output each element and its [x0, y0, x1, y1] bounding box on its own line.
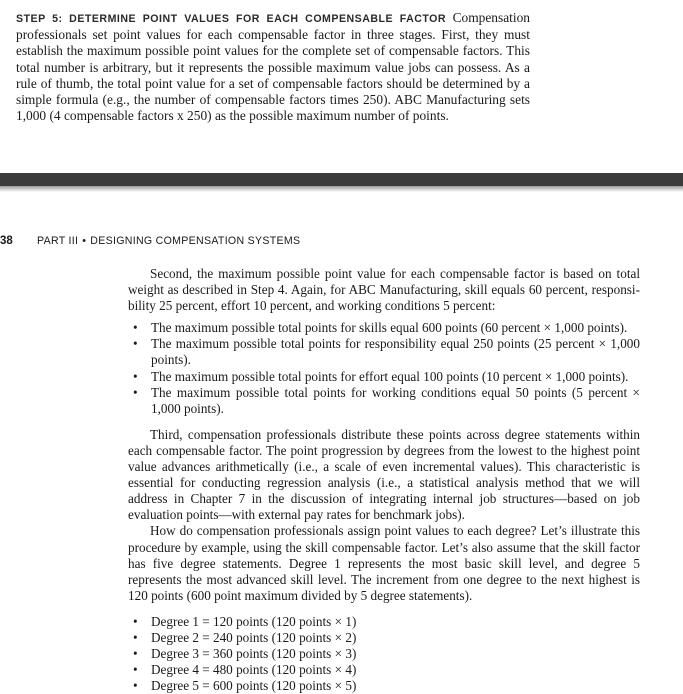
page-number: 38	[0, 235, 13, 247]
page-divider-shadow	[0, 186, 683, 192]
list-item: • Degree 3 = 360 points (120 points × 3)	[128, 646, 640, 662]
paragraph-second: Second, the maximum possible point value for each compensable factor is based on total weight as described in Step 4. Again, for ABC Manufacturing, skill equals 60 percent, responsibility 25 percent, effort 10 percent, and working conditions 5 percent:	[128, 266, 640, 314]
step-5-section	[16, 10, 530, 124]
part-title	[37, 235, 300, 247]
list-item: • The maximum possible total points for skills equal 600 points (60 percent × 1,000 points).	[128, 320, 640, 336]
list-item: • Degree 2 = 240 points (120 points × 2)	[128, 630, 640, 646]
list-item: • Degree 1 = 120 points (120 points × 1)	[128, 614, 640, 630]
page-divider	[0, 173, 683, 186]
main-text	[128, 266, 640, 694]
step-5-heading: STEP 5: DETERMINE POINT VALUES FOR EACH COMPENSABLE FACTOR	[16, 13, 447, 25]
list-item: • Degree 5 = 600 points (120 points × 5)	[128, 678, 640, 694]
list-item: • The maximum possible total points for effort equal 100 points (10 percent × 1,000 points).	[128, 369, 640, 385]
part-label: PART III	[37, 235, 79, 247]
running-head	[0, 235, 683, 251]
degree-points-list	[128, 614, 640, 694]
step-5-body: Compensation professionals set point values for each compensable factor in three stages. First, they must establish the maximum possible point values for the complete set of compensable factors. This total number is arbitrary, but it represents the possible maximum value jobs can possess. As a rule of thumb, the total point value for a set of compensable factors should be determined by a simple formula (e.g., the number of compensable factors times 250). ABC Manufacturing sets 1,000 (4 compensable factors x 250) as the possible maximum number of points.	[16, 10, 530, 124]
paragraph-third: Third, compensation professionals distribute these points across degree statements within each compensable factor. The point progression by degrees from the lowest to the highest point value advances arithmetically (i.e., a scale of even incremental values). This characteristic is essential for conducting regression analysis (i.e., a statistical analysis method that we will address in Chapter 7 in the discussion of integrating internal job structures—based on job evaluation points—with external pay rates for benchmark jobs).	[128, 426, 640, 523]
part-separator: •	[82, 235, 87, 247]
list-item: • The maximum possible total points for working conditions equal 50 points (5 percent × 1,000 points).	[128, 385, 640, 417]
list-item: • The maximum possible total points for responsibility equal 250 points (25 percent × 1,000 points).	[128, 336, 640, 368]
factor-points-list	[128, 320, 640, 417]
paragraph-how: How do compensation professionals assign point values to each degree? Let’s illustrate this procedure by example, using the skill compensable factor. Let’s also assume that the skill factor has five degree statements. Degree 1 represents the most basic skill level, and degree 5 represents the most advanced skill level. The increment from one degree to the next highest is 120 points (600 point maximum divided by 5 degree statements).	[128, 523, 640, 603]
part-name: DESIGNING COMPENSATION SYSTEMS	[90, 235, 301, 247]
list-item: • Degree 4 = 480 points (120 points × 4)	[128, 662, 640, 678]
